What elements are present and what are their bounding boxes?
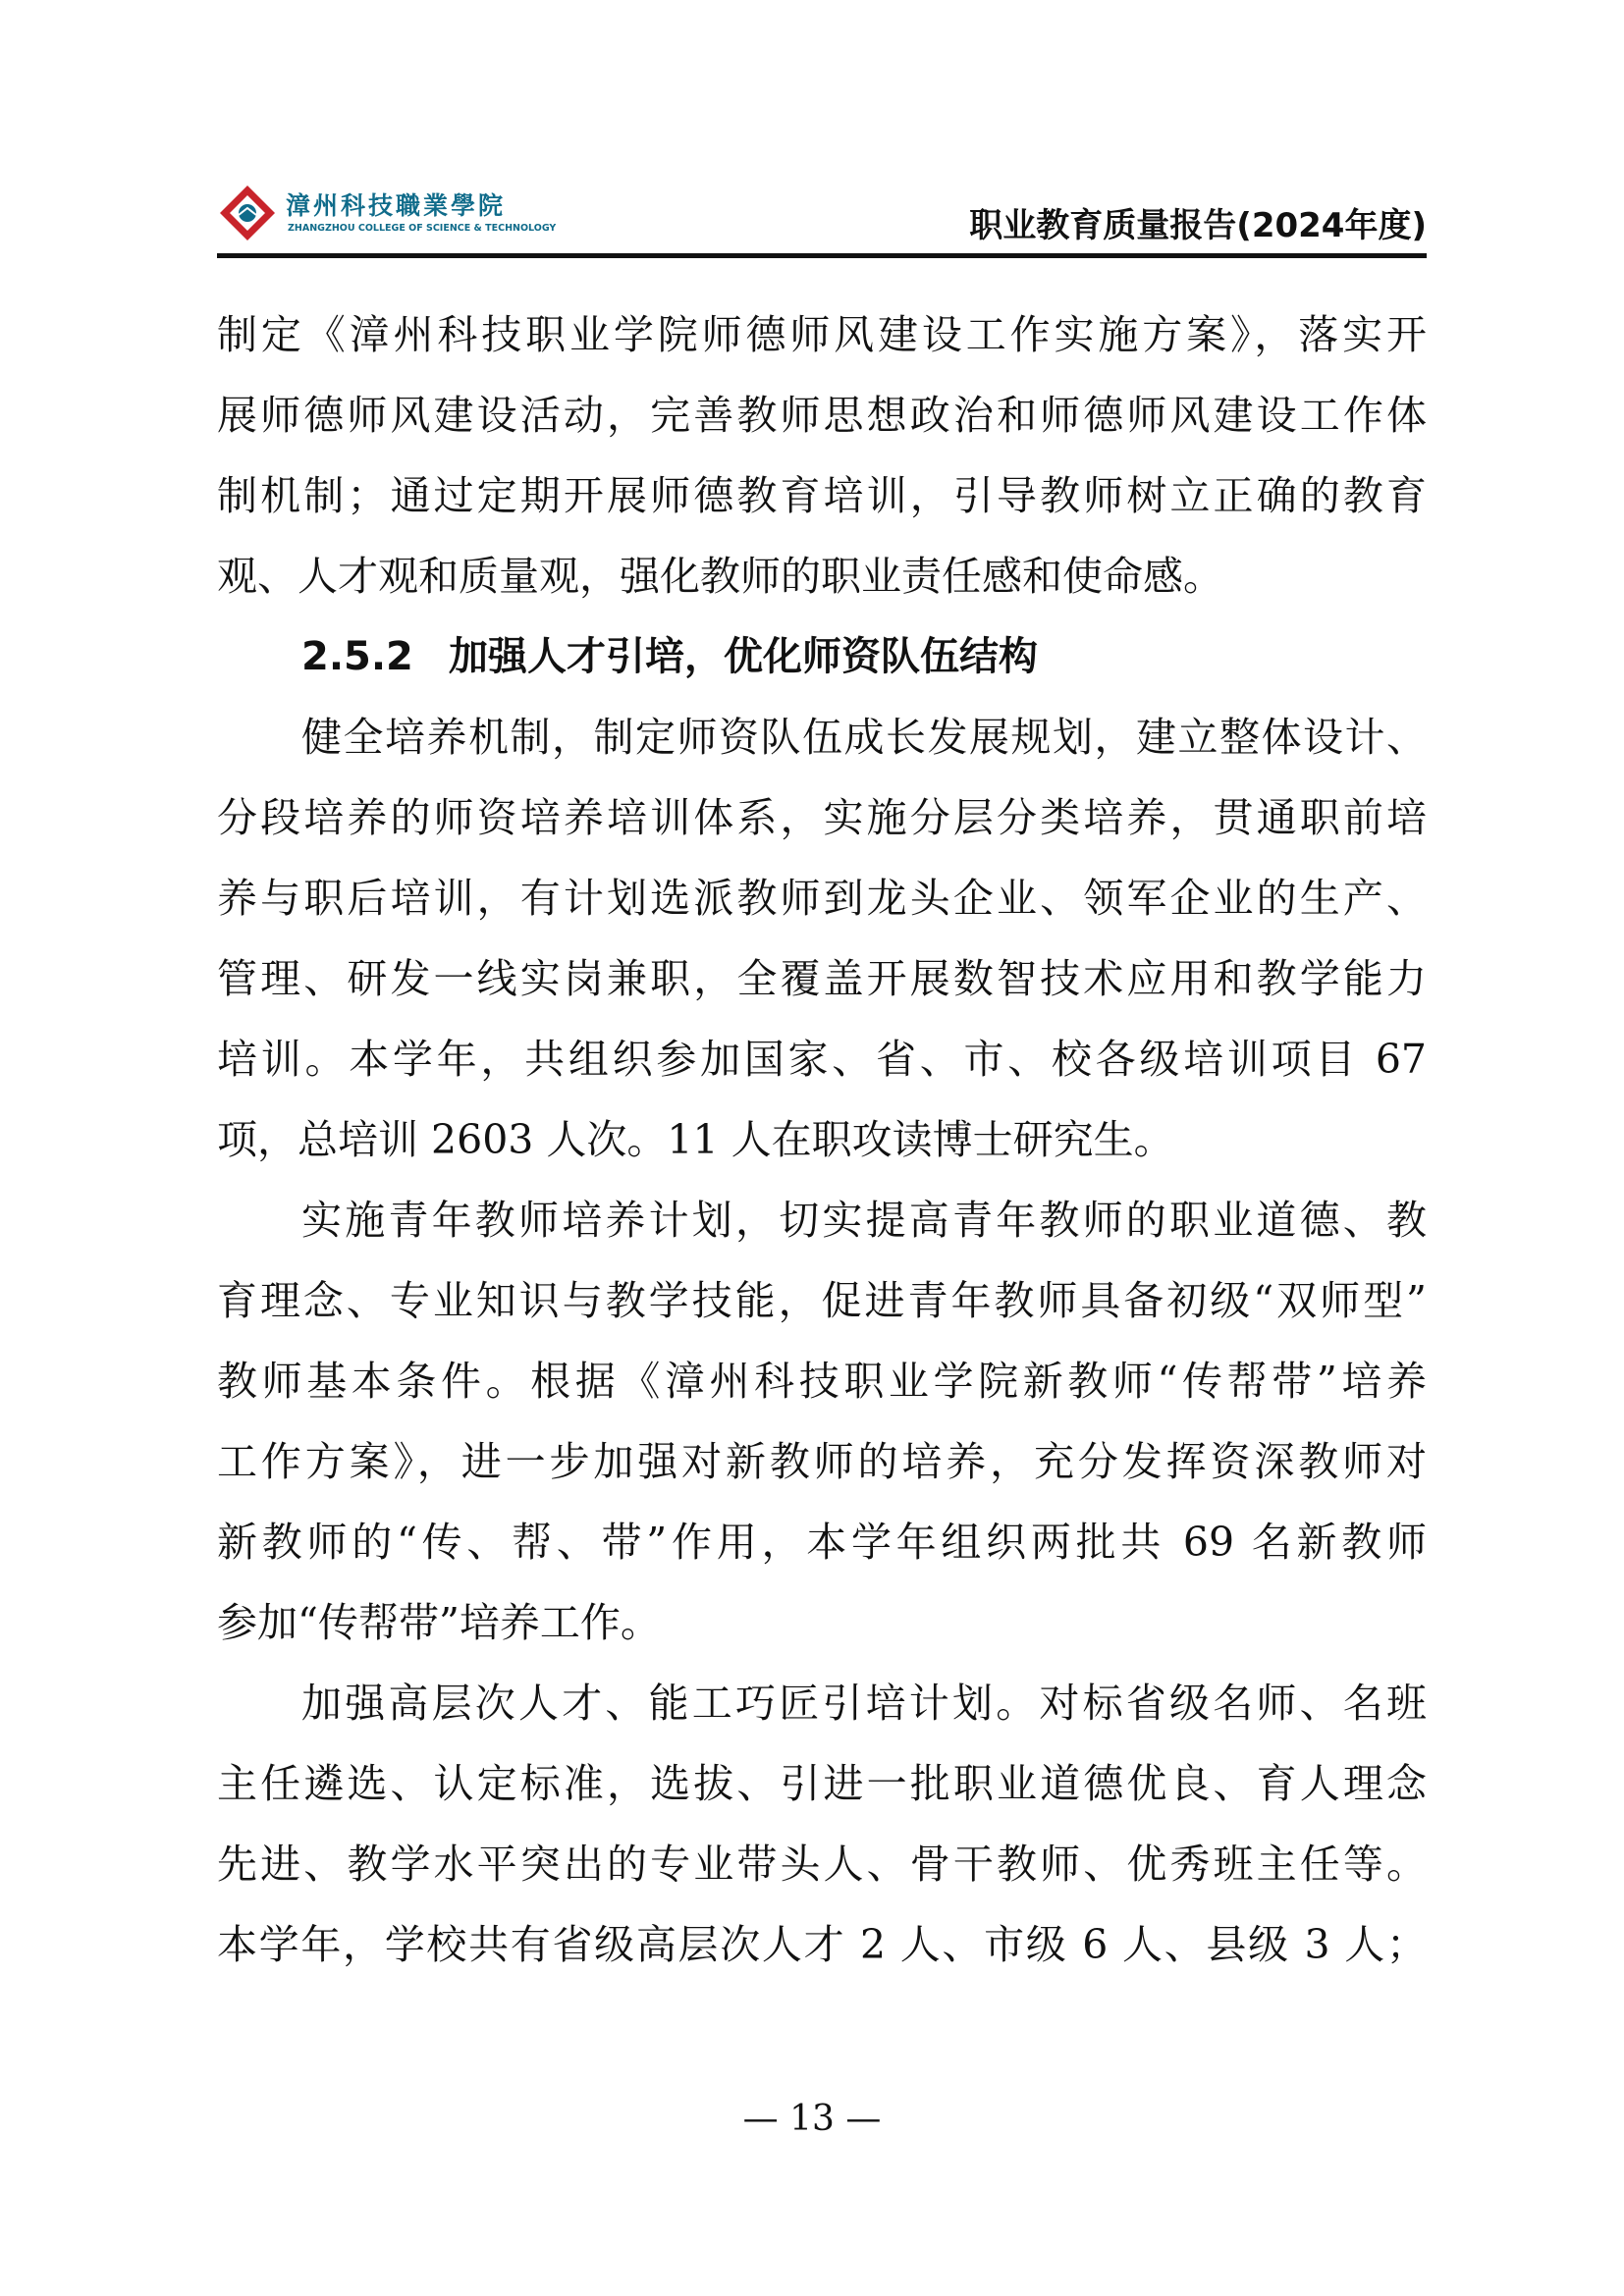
text-line: 展师德师风建设活动，完善教师思想政治和师德师风建设工作体 [217, 392, 1427, 439]
text-line: 先进、教学水平突出的专业带头人、骨干教师、优秀班主任等。 [217, 1841, 1427, 1888]
college-emblem-icon [217, 183, 278, 243]
header-rule [217, 253, 1427, 258]
text-line: 教师基本条件。根据《漳州科技职业学院新教师“传帮带”培养 [217, 1358, 1427, 1405]
text-line: 培训。本学年，共组织参加国家、省、市、校各级培训项目 67 [217, 1036, 1427, 1083]
text-line: 本学年，学校共有省级高层次人才 2 人、市级 6 人、县级 3 人； [217, 1921, 1427, 1968]
report-title: 职业教育质量报告(2024年度) [969, 206, 1427, 245]
college-logo [217, 183, 557, 241]
text-line: 工作方案》，进一步加强对新教师的培养，充分发挥资深教师对 [217, 1438, 1427, 1485]
page-number: — 13 — [742, 2099, 882, 2139]
paragraph-1 [217, 294, 1427, 616]
paragraph-2 [217, 697, 1427, 1180]
text-line: 养与职后培训，有计划选派教师到龙头企业、领军企业的生产、 [217, 875, 1427, 922]
text-line: 管理、研发一线实岗兼职，全覆盖开展数智技术应用和教学能力 [217, 955, 1427, 1002]
section-heading [217, 616, 1427, 697]
text-line: 项，总培训 2603 人次。11 人在职攻读博士研究生。 [217, 1116, 1174, 1163]
text-line: 参加“传帮带”培养工作。 [217, 1599, 661, 1646]
paragraph-4 [217, 1663, 1427, 1985]
logo-english-name: ZHANGZHOU COLLEGE OF SCIENCE & TECHNOLOGY [288, 223, 557, 234]
text-line: 新教师的“传、帮、带”作用，本学年组织两批共 69 名新教师 [217, 1519, 1427, 1566]
text-line: 实施青年教师培养计划，切实提高青年教师的职业道德、教 [301, 1197, 1427, 1244]
section-number: 2.5.2 [301, 634, 413, 679]
logo-name: 漳州科技職業學院 [286, 191, 507, 220]
text-line: 观、人才观和质量观，强化教师的职业责任感和使命感。 [217, 553, 1223, 600]
text-line: 制定《漳州科技职业学院师德师风建设工作实施方案》，落实开 [217, 311, 1427, 358]
document-body [217, 294, 1427, 1985]
text-line: 加强高层次人才、能工巧匠引培计划。对标省级名师、名班 [301, 1680, 1427, 1727]
section-title: 加强人才引培，优化师资队伍结构 [449, 634, 1038, 679]
text-line: 分段培养的师资培养培训体系，实施分层分类培养，贯通职前培 [217, 794, 1427, 841]
text-line: 制机制；通过定期开展师德教育培训，引导教师树立正确的教育 [217, 472, 1427, 519]
page-header [217, 175, 1427, 259]
text-line: 育理念、专业知识与教学技能，促进青年教师具备初级“双师型” [217, 1277, 1427, 1324]
text-line: 健全培养机制，制定师资队伍成长发展规划，建立整体设计、 [301, 714, 1427, 761]
text-line: 主任遴选、认定标准，选拔、引进一批职业道德优良、育人理念 [217, 1760, 1427, 1807]
paragraph-3 [217, 1180, 1427, 1663]
